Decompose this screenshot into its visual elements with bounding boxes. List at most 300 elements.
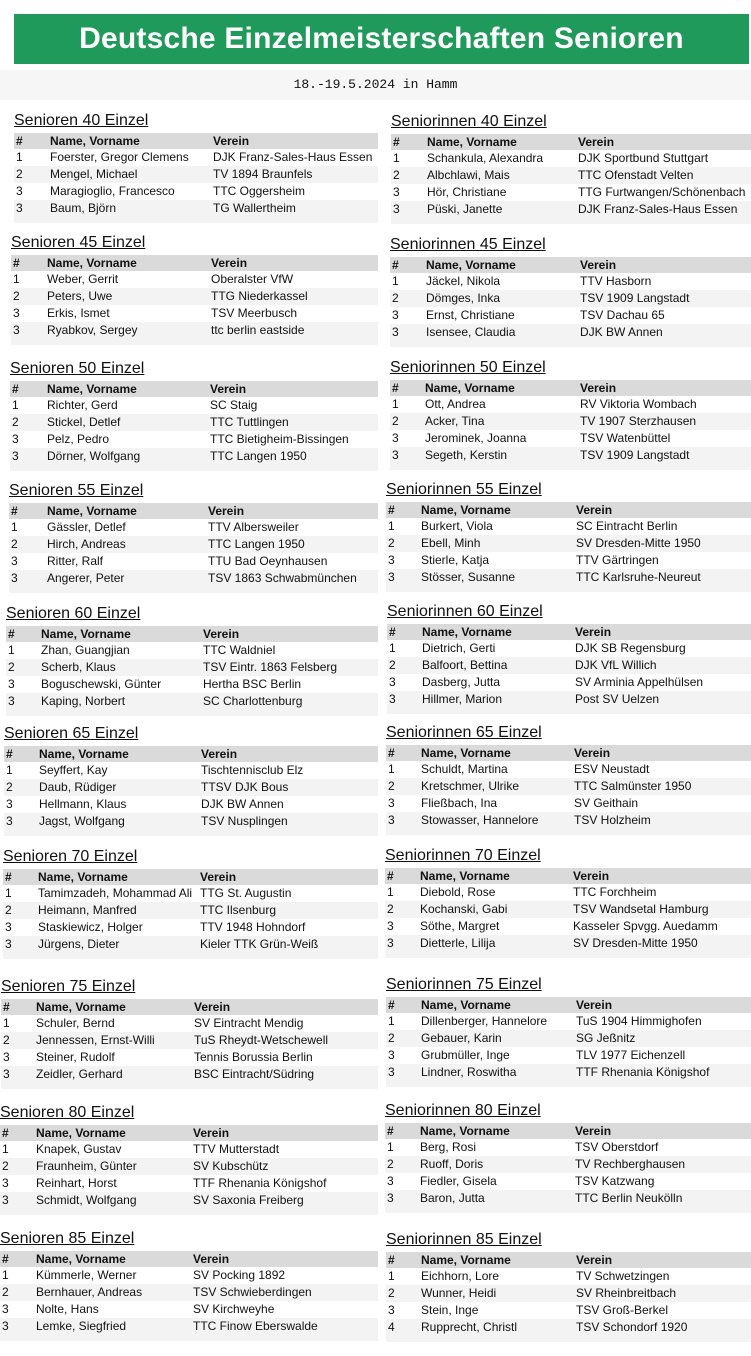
category-title: Seniorinnen 80 Einzel xyxy=(385,1102,541,1119)
name-header: Name, Vorname xyxy=(36,1252,126,1266)
club-header: Verein xyxy=(576,503,613,517)
rank-cell: 1 xyxy=(387,885,394,899)
event-date-location: 18.-19.5.2024 in Hamm xyxy=(0,70,751,100)
rank-cell: 3 xyxy=(5,937,12,951)
name-cell: Balfoort, Bettina xyxy=(422,658,508,672)
name-cell: Gässler, Detlef xyxy=(47,520,126,534)
rank-header: # xyxy=(392,381,399,395)
name-cell: Weber, Gerrit xyxy=(47,272,119,286)
rank-cell: 2 xyxy=(5,903,12,917)
club-header: Verein xyxy=(574,746,611,760)
table-row xyxy=(386,761,751,778)
women-category-block xyxy=(385,846,751,958)
table-row xyxy=(4,762,378,779)
table-row xyxy=(1,1015,378,1032)
name-cell: Dörner, Wolfgang xyxy=(47,449,141,463)
table-header xyxy=(6,626,378,642)
club-cell: DJK VfL Willich xyxy=(575,658,657,672)
table-row xyxy=(386,552,751,569)
club-cell: DJK BW Annen xyxy=(580,325,663,339)
name-cell: Hör, Christiane xyxy=(427,185,507,199)
name-cell: Acker, Tina xyxy=(425,414,485,428)
table-row xyxy=(390,413,751,430)
club-cell: SV Kirchweyhe xyxy=(193,1302,275,1316)
table-row xyxy=(14,149,378,166)
club-cell: SG Jeßnitz xyxy=(576,1031,636,1045)
name-cell: Hellmann, Klaus xyxy=(39,797,127,811)
block-footer xyxy=(386,1081,751,1087)
club-cell: TSV Oberstdorf xyxy=(575,1140,659,1154)
name-cell: Dillenberger, Hannelore xyxy=(421,1014,548,1028)
rank-cell: 3 xyxy=(13,323,20,337)
rank-cell: 1 xyxy=(16,150,23,164)
name-cell: Dietrich, Gerti xyxy=(422,641,496,655)
club-cell: TTC Forchheim xyxy=(573,885,657,899)
name-cell: Steiner, Rudolf xyxy=(36,1050,115,1064)
women-category-block xyxy=(386,1230,751,1342)
club-cell: TSV Dachau 65 xyxy=(580,308,665,322)
table-row xyxy=(386,1302,751,1319)
name-cell: Rupprecht, Christl xyxy=(421,1320,518,1334)
block-footer xyxy=(391,218,751,224)
club-cell: SV Dresden-Mitte 1950 xyxy=(576,536,701,550)
club-cell: TTC Tuttlingen xyxy=(210,415,289,429)
table-row xyxy=(385,884,751,901)
rank-header: # xyxy=(8,627,15,641)
name-cell: Stickel, Detlef xyxy=(47,415,121,429)
name-cell: Nolte, Hans xyxy=(36,1302,99,1316)
name-cell: Dömges, Inka xyxy=(426,291,501,305)
name-cell: Heimann, Manfred xyxy=(38,903,137,917)
table-row xyxy=(3,936,378,953)
club-cell: TTC Bietigheim-Bissingen xyxy=(210,432,349,446)
club-cell: TSV Watenbüttel xyxy=(580,431,671,445)
table-row xyxy=(390,273,751,290)
table-row xyxy=(14,200,378,217)
table-header xyxy=(385,868,751,884)
rank-cell: 3 xyxy=(12,449,19,463)
rank-cell: 2 xyxy=(392,414,399,428)
table-header xyxy=(10,381,378,397)
club-cell: SV Rheinbreitbach xyxy=(576,1286,677,1300)
men-category-block xyxy=(4,724,378,836)
category-title: Senioren 55 Einzel xyxy=(9,482,144,499)
table-header xyxy=(391,134,751,150)
club-cell: TTV Gärtringen xyxy=(576,553,659,567)
club-cell: TTF Rhenania Königshof xyxy=(576,1065,710,1079)
rank-cell: 3 xyxy=(387,1191,394,1205)
rank-cell: 3 xyxy=(3,1067,10,1081)
name-cell: Peters, Uwe xyxy=(47,289,113,303)
club-cell: TTC Ofenstadt Velten xyxy=(578,168,694,182)
women-category-block xyxy=(390,358,751,470)
table-row xyxy=(1,1049,378,1066)
name-cell: Pelz, Pedro xyxy=(47,432,110,446)
club-cell: TTV 1948 Hohndorf xyxy=(200,920,306,934)
table-row xyxy=(11,305,378,322)
block-footer xyxy=(1,1083,378,1089)
name-cell: Söthe, Margret xyxy=(420,919,500,933)
table-row xyxy=(386,1285,751,1302)
rank-cell: 3 xyxy=(11,554,18,568)
category-title: Seniorinnen 70 Einzel xyxy=(385,847,541,864)
table-row xyxy=(390,447,751,464)
club-cell: TTG Niederkassel xyxy=(211,289,308,303)
rank-cell: 2 xyxy=(2,1159,9,1173)
table-row xyxy=(4,779,378,796)
rank-cell: 2 xyxy=(388,1286,395,1300)
club-cell: DJK SB Regensburg xyxy=(575,641,686,655)
name-cell: Dasberg, Jutta xyxy=(422,675,501,689)
club-cell: TV 1907 Sterzhausen xyxy=(580,414,697,428)
name-cell: Kochanski, Gabi xyxy=(420,902,508,916)
rank-cell: 3 xyxy=(16,201,23,215)
block-footer xyxy=(390,464,751,470)
table-header xyxy=(386,1252,751,1268)
rank-cell: 3 xyxy=(5,920,12,934)
name-cell: Angerer, Peter xyxy=(47,571,125,585)
name-header: Name, Vorname xyxy=(36,1000,126,1014)
club-cell: Hertha BSC Berlin xyxy=(203,677,302,691)
rank-cell: 2 xyxy=(389,658,396,672)
rank-cell: 3 xyxy=(388,813,395,827)
club-cell: RV Viktoria Wombach xyxy=(580,397,697,411)
table-row xyxy=(386,795,751,812)
club-cell: ESV Neustadt xyxy=(574,762,650,776)
men-category-block xyxy=(0,1229,378,1341)
club-cell: DJK Franz-Sales-Haus Essen xyxy=(213,150,373,164)
club-cell: TSV 1909 Langstadt xyxy=(580,448,690,462)
club-header: Verein xyxy=(213,134,250,148)
club-header: Verein xyxy=(200,870,237,884)
name-cell: Staskiewicz, Holger xyxy=(38,920,143,934)
rank-cell: 3 xyxy=(387,1174,394,1188)
table-row xyxy=(386,778,751,795)
table-row xyxy=(6,659,378,676)
name-header: Name, Vorname xyxy=(50,134,140,148)
club-header: Verein xyxy=(203,627,240,641)
rank-cell: 3 xyxy=(392,431,399,445)
category-title: Senioren 70 Einzel xyxy=(3,848,138,865)
table-row xyxy=(0,1301,378,1318)
club-cell: SV Dresden-Mitte 1950 xyxy=(573,936,698,950)
name-cell: Jäckel, Nikola xyxy=(426,274,501,288)
rank-cell: 2 xyxy=(392,291,399,305)
name-header: Name, Vorname xyxy=(420,869,510,883)
table-row xyxy=(385,1139,751,1156)
table-row xyxy=(3,885,378,902)
table-row xyxy=(386,1047,751,1064)
table-row xyxy=(390,396,751,413)
club-cell: SC Charlottenburg xyxy=(203,694,303,708)
page-title: Deutsche Einzelmeisterschaften Senioren xyxy=(14,14,749,64)
table-row xyxy=(387,691,751,708)
name-cell: Püski, Janette xyxy=(427,202,503,216)
club-cell: SV Kubschütz xyxy=(193,1159,269,1173)
name-cell: Boguschewski, Günter xyxy=(41,677,162,691)
rank-header: # xyxy=(388,1253,395,1267)
name-cell: Baum, Björn xyxy=(50,201,117,215)
rank-cell: 2 xyxy=(387,902,394,916)
club-cell: Kasseler Spvgg. Auedamm xyxy=(573,919,718,933)
table-row xyxy=(10,448,378,465)
name-cell: Jennessen, Ernst-Willi xyxy=(36,1033,155,1047)
name-cell: Stierle, Katja xyxy=(421,553,490,567)
table-header xyxy=(390,380,751,396)
rank-cell: 3 xyxy=(11,571,18,585)
rank-header: # xyxy=(13,256,20,270)
category-title: Seniorinnen 75 Einzel xyxy=(386,976,542,993)
rank-header: # xyxy=(5,870,12,884)
club-header: Verein xyxy=(208,504,245,518)
rank-cell: 1 xyxy=(12,398,19,412)
name-cell: Albchlawi, Mais xyxy=(427,168,510,182)
name-cell: Maragioglio, Francesco xyxy=(50,184,175,198)
name-header: Name, Vorname xyxy=(421,1253,511,1267)
name-cell: Schankula, Alexandra xyxy=(427,151,544,165)
rank-header: # xyxy=(388,746,395,760)
rank-cell: 1 xyxy=(393,151,400,165)
name-cell: Stowasser, Hannelore xyxy=(421,813,539,827)
category-title: Seniorinnen 65 Einzel xyxy=(386,724,542,741)
table-row xyxy=(386,812,751,829)
women-category-block xyxy=(386,975,751,1087)
category-title: Senioren 80 Einzel xyxy=(0,1104,135,1121)
club-cell: Tischtennisclub Elz xyxy=(201,763,304,777)
block-footer xyxy=(0,1209,378,1215)
table-row xyxy=(0,1318,378,1335)
name-cell: Zhan, Guangjian xyxy=(41,643,130,657)
rank-cell: 3 xyxy=(389,675,396,689)
club-header: Verein xyxy=(211,256,248,270)
rank-cell: 2 xyxy=(12,415,19,429)
rank-cell: 3 xyxy=(2,1176,9,1190)
name-cell: Kümmerle, Werner xyxy=(36,1268,137,1282)
club-header: Verein xyxy=(580,258,617,272)
rank-header: # xyxy=(16,134,23,148)
name-header: Name, Vorname xyxy=(47,382,137,396)
name-cell: Stein, Inge xyxy=(421,1303,479,1317)
men-category-block xyxy=(1,977,378,1089)
rank-cell: 3 xyxy=(2,1193,9,1207)
table-row xyxy=(385,901,751,918)
rank-header: # xyxy=(392,258,399,272)
category-title: Senioren 85 Einzel xyxy=(0,1230,135,1247)
rank-cell: 3 xyxy=(6,797,13,811)
name-cell: Dietterle, Lilija xyxy=(420,936,496,950)
club-cell: TSV Wandsetal Hamburg xyxy=(573,902,709,916)
rank-cell: 3 xyxy=(388,553,395,567)
club-cell: TV Rechberghausen xyxy=(575,1157,686,1171)
block-footer xyxy=(14,217,378,223)
block-footer xyxy=(3,953,378,959)
rank-cell: 1 xyxy=(2,1142,9,1156)
name-cell: Schuler, Bernd xyxy=(36,1016,115,1030)
table-row xyxy=(385,935,751,952)
name-cell: Tamimzadeh, Mohammad Ali xyxy=(38,886,193,900)
club-cell: TTC Waldniel xyxy=(203,643,276,657)
block-footer xyxy=(386,1336,751,1342)
name-cell: Fiedler, Gisela xyxy=(420,1174,497,1188)
table-header xyxy=(0,1125,378,1141)
club-cell: TSV Schondorf 1920 xyxy=(576,1320,688,1334)
club-cell: TTV Mutterstadt xyxy=(193,1142,280,1156)
name-header: Name, Vorname xyxy=(39,747,129,761)
club-cell: TG Wallertheim xyxy=(213,201,296,215)
club-cell: TTC Langen 1950 xyxy=(208,537,305,551)
table-row xyxy=(386,569,751,586)
table-row xyxy=(391,150,751,167)
club-cell: Kieler TTK Grün-Weiß xyxy=(200,937,319,951)
category-title: Seniorinnen 40 Einzel xyxy=(391,113,547,130)
club-cell: TV Schwetzingen xyxy=(576,1269,670,1283)
table-row xyxy=(391,167,751,184)
club-cell: TSV Nusplingen xyxy=(201,814,288,828)
club-cell: TSV Groß-Berkel xyxy=(576,1303,669,1317)
table-row xyxy=(9,570,378,587)
table-row xyxy=(14,183,378,200)
rank-cell: 3 xyxy=(388,1065,395,1079)
table-row xyxy=(6,676,378,693)
club-header: Verein xyxy=(573,869,610,883)
rank-cell: 3 xyxy=(393,202,400,216)
club-cell: TTC Langen 1950 xyxy=(210,449,307,463)
table-header xyxy=(11,255,378,271)
name-cell: Ryabkov, Sergey xyxy=(47,323,138,337)
rank-cell: 2 xyxy=(388,779,395,793)
block-footer xyxy=(386,829,751,835)
rank-cell: 3 xyxy=(388,1048,395,1062)
club-header: Verein xyxy=(576,1253,613,1267)
table-row xyxy=(391,201,751,218)
rank-cell: 1 xyxy=(392,274,399,288)
rank-header: # xyxy=(12,382,19,396)
club-header: Verein xyxy=(575,625,612,639)
table-row xyxy=(387,640,751,657)
club-cell: TSV Meerbusch xyxy=(211,306,298,320)
club-header: Verein xyxy=(578,135,615,149)
club-cell: TSV Katzwang xyxy=(575,1174,655,1188)
table-row xyxy=(390,290,751,307)
table-row xyxy=(386,1030,751,1047)
name-header: Name, Vorname xyxy=(38,870,128,884)
women-category-block xyxy=(385,1101,751,1213)
rank-cell: 1 xyxy=(5,886,12,900)
name-cell: Reinhart, Horst xyxy=(36,1176,117,1190)
club-cell: TuS Rheydt-Wetschewell xyxy=(194,1033,329,1047)
name-header: Name, Vorname xyxy=(421,998,511,1012)
table-row xyxy=(386,1319,751,1336)
category-title: Senioren 60 Einzel xyxy=(6,605,141,622)
rank-cell: 3 xyxy=(388,796,395,810)
club-cell: SV Pocking 1892 xyxy=(193,1268,286,1282)
club-cell: DJK BW Annen xyxy=(201,797,284,811)
club-cell: TTV Hasborn xyxy=(580,274,652,288)
name-cell: Ruoff, Doris xyxy=(420,1157,484,1171)
club-cell: TTC Ilsenburg xyxy=(200,903,277,917)
rank-header: # xyxy=(11,504,18,518)
name-cell: Zeidler, Gerhard xyxy=(36,1067,123,1081)
rank-cell: 3 xyxy=(393,185,400,199)
rank-cell: 2 xyxy=(393,168,400,182)
name-cell: Gebauer, Karin xyxy=(421,1031,502,1045)
table-row xyxy=(11,271,378,288)
rank-header: # xyxy=(388,503,395,517)
rank-cell: 2 xyxy=(2,1285,9,1299)
club-cell: SC Eintracht Berlin xyxy=(576,519,678,533)
men-category-block xyxy=(6,604,378,716)
rank-header: # xyxy=(2,1252,9,1266)
name-cell: Mengel, Michael xyxy=(50,167,138,181)
table-row xyxy=(10,431,378,448)
rank-cell: 2 xyxy=(388,1031,395,1045)
block-footer xyxy=(385,952,751,958)
block-footer xyxy=(0,1335,378,1341)
rank-cell: 1 xyxy=(11,520,18,534)
block-footer xyxy=(11,339,378,345)
table-row xyxy=(386,535,751,552)
name-cell: Baron, Jutta xyxy=(420,1191,485,1205)
table-row xyxy=(9,536,378,553)
club-cell: TTG St. Augustin xyxy=(200,886,292,900)
table-row xyxy=(4,796,378,813)
table-header xyxy=(386,997,751,1013)
block-footer xyxy=(6,710,378,716)
rank-cell: 2 xyxy=(3,1033,10,1047)
club-cell: TTC Karlsruhe-Neureut xyxy=(576,570,701,584)
category-title: Seniorinnen 55 Einzel xyxy=(386,481,542,498)
name-header: Name, Vorname xyxy=(425,381,515,395)
table-row xyxy=(0,1284,378,1301)
name-cell: Ritter, Ralf xyxy=(47,554,104,568)
club-cell: TSV Eintr. 1863 Felsberg xyxy=(203,660,338,674)
table-row xyxy=(4,813,378,830)
women-category-block xyxy=(387,602,751,714)
name-cell: Fließbach, Ina xyxy=(421,796,498,810)
table-header xyxy=(386,745,751,761)
club-header: Verein xyxy=(201,747,238,761)
table-row xyxy=(390,324,751,341)
name-cell: Burkert, Viola xyxy=(421,519,493,533)
club-header: Verein xyxy=(576,998,613,1012)
table-header xyxy=(14,133,378,149)
rank-cell: 1 xyxy=(388,1014,395,1028)
table-row xyxy=(11,288,378,305)
club-cell: Tennis Borussia Berlin xyxy=(194,1050,313,1064)
club-cell: TSV 1863 Schwabmünchen xyxy=(208,571,357,585)
name-header: Name, Vorname xyxy=(421,503,511,517)
name-cell: Hirch, Andreas xyxy=(47,537,126,551)
block-footer xyxy=(387,708,751,714)
table-header xyxy=(4,746,378,762)
club-cell: TTC Berlin Neukölln xyxy=(575,1191,683,1205)
block-footer xyxy=(4,830,378,836)
rank-cell: 1 xyxy=(8,643,15,657)
rank-cell: 1 xyxy=(392,397,399,411)
name-cell: Schmidt, Wolfgang xyxy=(36,1193,137,1207)
rank-cell: 3 xyxy=(12,432,19,446)
category-title: Senioren 65 Einzel xyxy=(4,725,139,742)
men-category-block xyxy=(0,1103,378,1215)
category-title: Senioren 45 Einzel xyxy=(11,234,146,251)
rank-cell: 2 xyxy=(8,660,15,674)
rank-header: # xyxy=(387,1124,394,1138)
name-cell: Berg, Rosi xyxy=(420,1140,477,1154)
rank-cell: 3 xyxy=(16,184,23,198)
name-cell: Wunner, Heidi xyxy=(421,1286,497,1300)
table-row xyxy=(390,430,751,447)
rank-header: # xyxy=(6,747,13,761)
